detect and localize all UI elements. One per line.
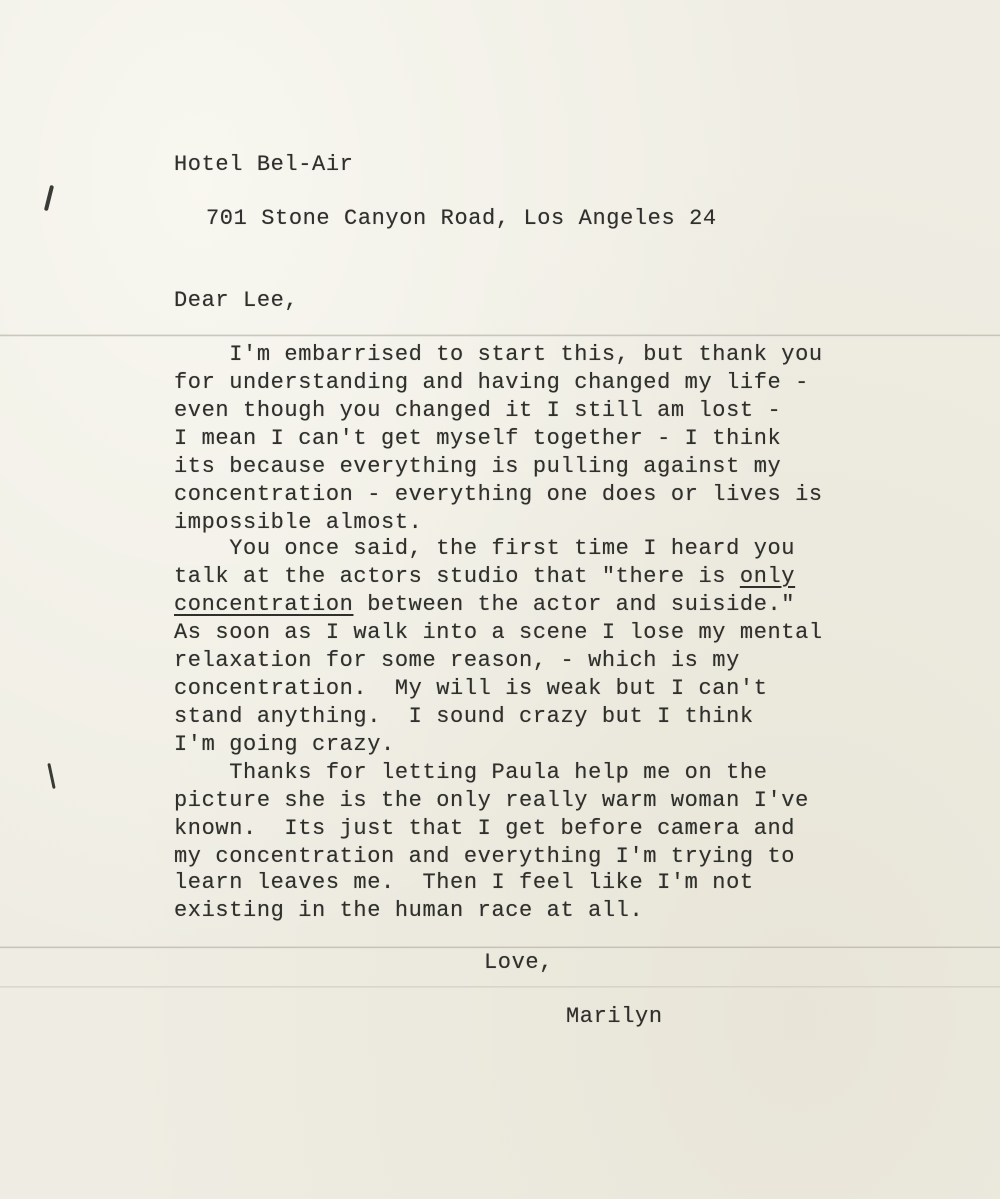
pencil-mark (47, 763, 55, 789)
body-line: Thanks for letting Paula help me on the (174, 760, 768, 785)
body-line: my concentration and everything I'm trying to (174, 844, 796, 869)
underlined-word: concentration (174, 592, 354, 617)
body-line: picture she is the only really warm woman I've (174, 788, 809, 813)
body-line: existing in the human race at all. (174, 898, 644, 923)
body-line: You once said, the first time I heard you (174, 536, 796, 561)
salutation: Dear Lee, (174, 288, 299, 313)
paper-fold-crease (0, 334, 1000, 337)
body-line: for understanding and having changed my life - (174, 370, 809, 395)
letterhead-hotel-name: Hotel Bel-Air (174, 152, 354, 177)
letterhead-address: 701 Stone Canyon Road, Los Angeles 24 (206, 206, 717, 231)
body-line: I mean I can't get myself together - I think (174, 426, 782, 451)
underlined-word: only (739, 564, 796, 589)
body-line: concentration. My will is weak but I can't (174, 676, 768, 701)
body-line: concentration - everything one does or lives is (174, 482, 823, 507)
body-line: known. Its just that I get before camera and (174, 816, 796, 841)
body-text: between the actor and suiside." (353, 592, 796, 617)
body-line: relaxation for some reason, - which is my (174, 648, 740, 673)
body-line: learn leaves me. Then I feel like I'm not (174, 870, 754, 895)
body-line: even though you changed it I still am lost - (174, 398, 782, 423)
paper-fold-crease (0, 946, 1000, 949)
paper-fold-crease (0, 986, 1000, 988)
body-line: its because everything is pulling against my (174, 454, 782, 479)
pencil-mark (44, 185, 54, 211)
body-line: As soon as I walk into a scene I lose my mental (174, 620, 823, 645)
body-text: talk at the actors studio that "there is (174, 564, 740, 589)
body-line: impossible almost. (174, 510, 423, 535)
body-line: I'm going crazy. (174, 732, 395, 757)
body-line: stand anything. I sound crazy but I think (174, 704, 754, 729)
body-line (174, 564, 795, 589)
signature: Marilyn (566, 1004, 663, 1029)
body-line: I'm embarrised to start this, but thank you (174, 342, 823, 367)
closing: Love, (484, 950, 554, 975)
body-line (174, 592, 795, 617)
